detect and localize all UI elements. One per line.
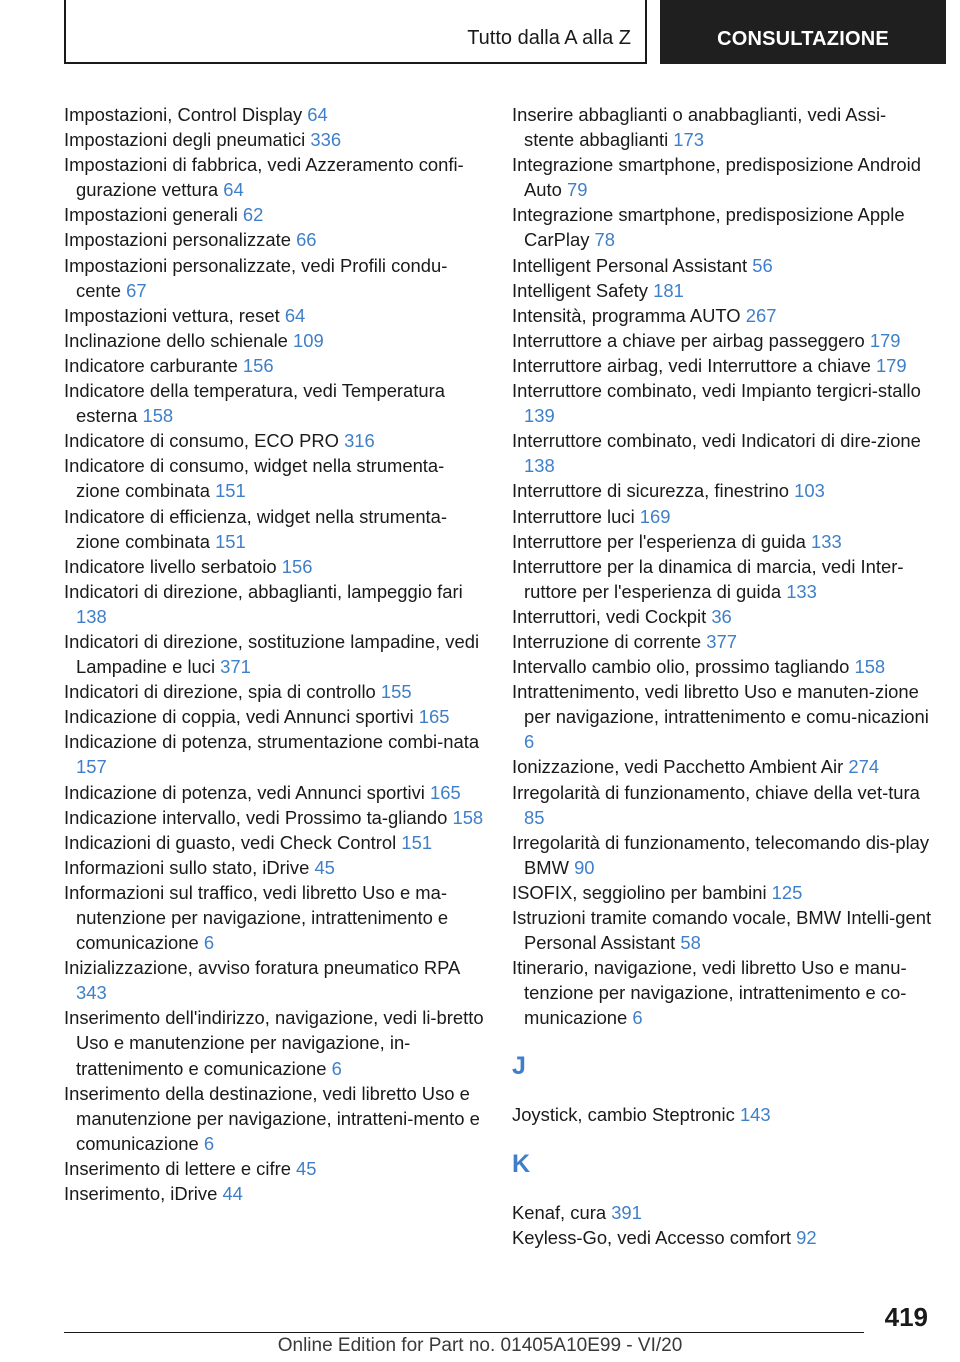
index-entry (512, 754, 932, 779)
entry-text: Interruttori, vedi Cockpit (512, 605, 707, 627)
index-entry (512, 478, 932, 503)
index-entry (512, 378, 932, 428)
index-entry (64, 1156, 484, 1181)
index-entry (512, 102, 932, 152)
page-reference-link[interactable]: 151 (401, 831, 433, 853)
entry-text: Intervallo cambio olio, prossimo tagliando (512, 656, 850, 678)
page-reference-link[interactable]: 316 (344, 430, 375, 452)
page-reference-link[interactable]: 6 (331, 1057, 342, 1079)
entry-text: Interruttore combinato, vedi Indicatori di dire-zione (512, 430, 921, 452)
entry-text: Indicatore di consumo, ECO PRO (64, 430, 339, 452)
entry-text: Indicatore di efficienza, widget nella strumenta-zione combinata (64, 505, 448, 552)
index-letter-k: K (512, 1149, 531, 1178)
page-reference-link[interactable]: 157 (76, 756, 107, 778)
page-reference-link[interactable]: 78 (594, 229, 616, 251)
index-entry (512, 780, 932, 830)
page-reference-link[interactable]: 66 (296, 229, 317, 251)
page-reference-link[interactable]: 56 (752, 254, 773, 276)
entry-text: Indicazione di coppia, vedi Annunci sportivi (64, 706, 414, 728)
entry-text: Inserire abbaglianti o anabbaglianti, vedi Assi-stente abbaglianti (512, 104, 887, 151)
section-title: Tutto dalla A alla Z (467, 27, 631, 49)
entry-text: Irregolarità di funzionamento, chiave della vet-tura (512, 781, 920, 803)
entry-text: Interruttore per la dinamica di marcia, vedi Inter-ruttore per l'esperienza di guida (512, 555, 904, 602)
index-entry (512, 202, 932, 252)
index-entry (64, 328, 484, 353)
page-reference-link[interactable]: 181 (653, 279, 684, 301)
index-entry (64, 955, 484, 1005)
index-list-k (512, 1200, 932, 1250)
page-reference-link[interactable]: 371 (220, 656, 251, 678)
index-entry (64, 704, 484, 729)
entry-text: Indicazione intervallo, vedi Prossimo ta-gliando (64, 806, 448, 828)
index-entry (512, 152, 932, 202)
page-reference-link[interactable]: 6 (203, 932, 215, 954)
entry-text: Indicatori di direzione, sostituzione lampadine, vedi Lampadine e luci (64, 630, 480, 678)
index-entry (64, 780, 484, 805)
entry-text: Inclinazione dello schienale (64, 329, 288, 351)
page-reference-link[interactable]: 67 (126, 279, 147, 301)
index-entry (512, 1200, 932, 1225)
entry-text: Interruttore a chiave per airbag passeggero (512, 329, 865, 351)
index-entry (64, 127, 484, 152)
index-entry (512, 504, 932, 529)
index-entry (64, 152, 484, 202)
page-reference-link[interactable]: 165 (430, 781, 461, 803)
entry-text: Indicatori di direzione, spia di controllo (64, 681, 376, 703)
page-reference-link[interactable]: 343 (76, 982, 107, 1004)
index-entry (64, 353, 484, 378)
index-entry (512, 629, 932, 654)
index-entry (512, 955, 932, 1030)
page-reference-link[interactable]: 156 (281, 555, 313, 577)
index-entry (512, 328, 932, 353)
entry-text: Interruttore per l'esperienza di guida (512, 530, 806, 552)
footer-divider (64, 1332, 864, 1333)
chapter-title: CONSULTAZIONE (717, 28, 889, 50)
page-reference-link[interactable]: 45 (296, 1157, 317, 1179)
page-reference-link[interactable]: 64 (307, 104, 328, 125)
page-reference-link[interactable]: 109 (293, 329, 324, 351)
index-entry (512, 303, 932, 328)
entry-text: Indicazione di potenza, vedi Annunci sportivi (64, 781, 425, 803)
page-number: 419 (884, 1302, 928, 1332)
page-reference-link[interactable]: 143 (739, 1104, 771, 1126)
entry-text: Indicatore della temperatura, vedi Temperatura esterna (64, 380, 445, 427)
page-reference-link[interactable]: 64 (284, 304, 306, 326)
index-entry (64, 378, 484, 428)
index-entry (64, 679, 484, 704)
index-entry (512, 554, 932, 604)
chapter-tab (660, 0, 946, 64)
page-reference-link[interactable]: 173 (673, 129, 704, 151)
entry-text: Impostazioni personalizzate (64, 229, 291, 251)
entry-text: Intelligent Safety (512, 279, 648, 301)
page-reference-link[interactable]: 377 (706, 630, 737, 652)
index-entry (64, 102, 484, 127)
entry-text: Interruzione di corrente (512, 630, 702, 652)
index-entry (64, 1181, 484, 1206)
page-reference-link[interactable]: 179 (869, 329, 901, 351)
entry-text: Intrattenimento, vedi libretto Uso e manuten-zione per navigazione, intrattenimento e comu-nicazioni (512, 681, 929, 728)
index-entry (64, 729, 484, 779)
page-reference-link[interactable]: 274 (848, 756, 880, 778)
entry-text: Indicatore di consumo, widget nella strumenta-zione combinata (64, 455, 445, 502)
page-reference-link[interactable]: 79 (566, 179, 588, 201)
page-reference-link[interactable]: 6 (632, 1007, 643, 1029)
index-letter-j: J (512, 1052, 526, 1081)
index-column-right (512, 102, 932, 1250)
entry-text: Itinerario, navigazione, vedi libretto Uso e manu-tenzione per navigazione, intrattenimento e co-municazione (512, 957, 907, 1029)
page-reference-link[interactable]: 391 (611, 1201, 642, 1223)
page-reference-link[interactable]: 138 (76, 605, 107, 627)
page-reference-link[interactable]: 103 (794, 480, 825, 502)
entry-text: Interruttore combinato, vedi Impianto tergicri-stallo (512, 380, 921, 402)
page-reference-link[interactable]: 36 (711, 605, 732, 627)
page-reference-link[interactable]: 6 (524, 731, 535, 753)
page-reference-link[interactable]: 44 (222, 1183, 243, 1205)
page-reference-link[interactable]: 267 (745, 304, 777, 326)
page-reference-link[interactable]: 90 (574, 856, 595, 878)
entry-text: Impostazioni generali (64, 204, 238, 226)
page-reference-link[interactable]: 158 (142, 405, 174, 427)
page-reference-link[interactable]: 156 (242, 354, 274, 376)
entry-text: Impostazioni personalizzate, vedi Profili condu-cente (64, 254, 448, 301)
index-entry (512, 604, 932, 629)
index-list-j (512, 1102, 932, 1127)
entry-text: Intensità, programma AUTO (512, 304, 741, 326)
entry-text: Informazioni sul traffico, vedi libretto Uso e ma-nutenzione per navigazione, intrattenimento e comunicazione (64, 881, 449, 954)
index-entry (64, 428, 484, 453)
index-entry (64, 830, 484, 855)
entry-text: Impostazioni, Control Display (64, 104, 303, 125)
entry-text: Informazioni sullo stato, iDrive (64, 856, 310, 878)
footer-edition-text: Online Edition for Part no. 01405A10E99 - VI/20 (277, 1335, 683, 1356)
entry-text: Interruttore airbag, vedi Interruttore a chiave (512, 354, 871, 376)
page-reference-link[interactable]: 336 (310, 129, 342, 151)
index-entry (64, 855, 484, 880)
entry-text: Indicazioni di guasto, vedi Check Control (64, 831, 397, 853)
entry-text: Indicatori di direzione, abbaglianti, lampeggio fari (64, 580, 463, 602)
index-entry (64, 453, 484, 503)
entry-text: Integrazione smartphone, predisposizione Android Auto (512, 154, 921, 201)
page-reference-link[interactable]: 158 (452, 806, 484, 828)
index-entry (512, 830, 932, 880)
index-entry (64, 504, 484, 554)
entry-text: Joystick, cambio Steptronic (512, 1104, 735, 1126)
page-reference-link[interactable]: 85 (524, 806, 545, 828)
page-reference-link[interactable]: 151 (215, 530, 246, 552)
index-entry (512, 880, 932, 905)
entry-text: Ionizzazione, vedi Pacchetto Ambient Air (512, 756, 844, 778)
page-reference-link[interactable]: 139 (524, 405, 555, 427)
entry-text: Indicazione di potenza, strumentazione combi-nata (64, 731, 480, 753)
index-entry (512, 529, 932, 554)
index-entry (64, 579, 484, 629)
index-entry (512, 278, 932, 303)
page-reference-link[interactable]: 45 (314, 856, 335, 878)
index-entry (64, 554, 484, 579)
entry-text: Inserimento della destinazione, vedi libretto Uso e manutenzione per navigazione, intratteni-mento e comunicazione (64, 1082, 480, 1154)
header-section-box (64, 0, 647, 64)
page-reference-link[interactable]: 169 (639, 505, 671, 527)
index-entry (64, 202, 484, 227)
entry-text: Impostazioni vettura, reset (64, 304, 280, 326)
entry-text: Keyless-Go, vedi Accesso comfort (512, 1226, 792, 1248)
entry-text: Indicatore livello serbatoio (64, 555, 277, 577)
index-entry (512, 679, 932, 754)
index-entry (64, 253, 484, 303)
entry-text: Indicatore carburante (64, 354, 238, 376)
page-reference-link[interactable]: 155 (380, 681, 412, 703)
index-entry (64, 805, 484, 830)
page-reference-link[interactable]: 64 (223, 179, 244, 201)
page-reference-link[interactable]: 58 (680, 932, 701, 954)
index-entry (64, 1005, 484, 1080)
page-reference-link[interactable]: 165 (418, 706, 450, 728)
index-entry (512, 353, 932, 378)
index-entry (64, 629, 484, 679)
page-reference-link[interactable]: 133 (786, 580, 817, 602)
page-reference-link[interactable]: 125 (771, 881, 803, 903)
entry-text: Inizializzazione, avviso foratura pneumatico RPA (64, 957, 460, 979)
page-reference-link[interactable]: 62 (242, 204, 264, 226)
entry-text: Inserimento, iDrive (64, 1183, 218, 1205)
index-list-i (512, 102, 932, 1030)
index-column-left (64, 102, 484, 1206)
page-reference-link[interactable]: 6 (203, 1132, 215, 1154)
page-reference-link[interactable]: 138 (524, 455, 555, 477)
index-entry (64, 227, 484, 252)
entry-text: Kenaf, cura (512, 1201, 607, 1223)
entry-text: Interruttore luci (512, 505, 635, 527)
index-entry (512, 905, 932, 955)
entry-text: ISOFIX, seggiolino per bambini (512, 881, 767, 903)
index-entry (512, 1102, 932, 1127)
entry-text: Integrazione smartphone, predisposizione Apple CarPlay (512, 204, 905, 251)
entry-text: Impostazioni degli pneumatici (64, 129, 306, 151)
entry-text: Irregolarità di funzionamento, telecomando dis-play BMW (512, 831, 930, 878)
index-entry (64, 880, 484, 955)
entry-text: Istruzioni tramite comando vocale, BMW Intelli-gent Personal Assistant (512, 907, 932, 954)
entry-text: Intelligent Personal Assistant (512, 254, 748, 276)
index-entry (64, 1081, 484, 1156)
entry-text: Impostazioni di fabbrica, vedi Azzeramento confi-gurazione vettura (64, 154, 464, 201)
index-entry (512, 654, 932, 679)
page-reference-link[interactable]: 158 (854, 656, 886, 678)
entry-text: Inserimento di lettere e cifre (64, 1157, 291, 1179)
index-entry (64, 303, 484, 328)
index-entry (512, 1225, 932, 1250)
page-reference-link[interactable]: 133 (810, 530, 842, 552)
index-entry (512, 428, 932, 478)
entry-text: Interruttore di sicurezza, finestrino (512, 480, 789, 502)
page-reference-link[interactable]: 92 (796, 1226, 817, 1248)
index-entry (512, 253, 932, 278)
entry-text: Inserimento dell'indirizzo, navigazione, vedi li-bretto Uso e manutenzione per navigazione, in-trattenimento e comunicazione (64, 1007, 484, 1079)
page-reference-link[interactable]: 151 (215, 480, 246, 502)
page-reference-link[interactable]: 179 (875, 354, 907, 376)
